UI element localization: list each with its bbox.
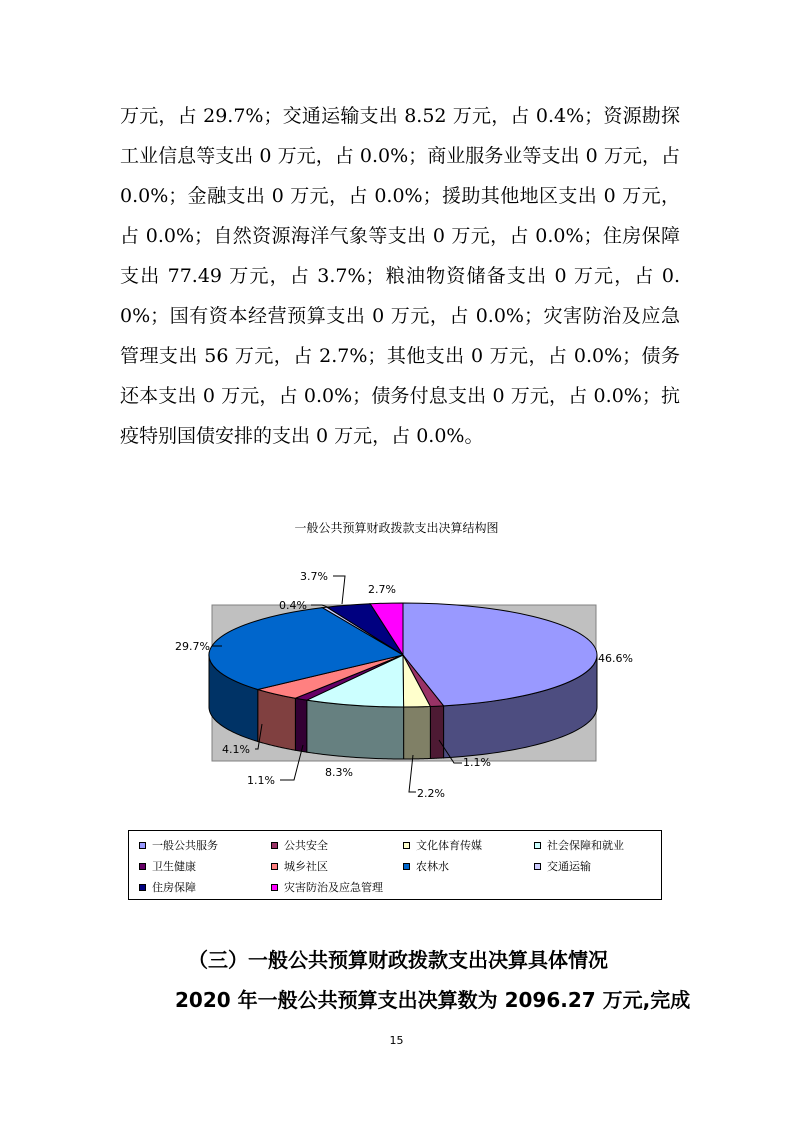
legend-item-5 xyxy=(139,858,196,874)
section-paragraph: 2020 年一般公共预算支出决算数为 2096.27 万元,完成 xyxy=(175,988,691,1012)
body-paragraph-text: 万元，占 29.7%；交通运输支出 8.52 万元，占 0.4%；资源勘探工业信息等支出 0 万元，占 0.0%；商业服务业等支出 0 万元，占 0.0%；金融支出 0 万元，占 0.0%；援助其他地区支出 0 万元，占 0.0%；自然资源海洋气象等支出 0 万元，占 0.0%；住房保障支出 77.49 万元，占 3.7%；粮油物资储备支出 0 万元，占 0.0%；国有资本经营预算支出 0 万元，占 0.0%；灾害防治及应急管理支出 56 万元，占 2.7%；其他支出 0 万元，占 0.0%；债务还本支出 0 万元，占 0.0%；债务付息支出 0 万元，占 0.0%；抗疫特别国债安排的支出 0 万元，占 0.0%。 xyxy=(120,105,680,447)
leader-line-9 xyxy=(333,576,345,604)
data-label-4: 8.3% xyxy=(325,766,353,779)
legend-label-2: 公共安全 xyxy=(284,839,328,852)
data-label-8: 0.4% xyxy=(279,599,307,612)
pie-slice-tops xyxy=(209,603,597,707)
data-label-9: 3.7% xyxy=(300,570,328,583)
pie-slice-side-5 xyxy=(295,698,306,752)
legend-label-10: 灾害防治及应急管理 xyxy=(284,881,383,894)
chart-title: 一般公共预算财政拨款支出决算结构图 xyxy=(294,521,499,535)
data-label-6: 4.1% xyxy=(222,743,250,756)
legend-item-7 xyxy=(403,858,449,874)
data-label-5: 1.1% xyxy=(247,774,275,787)
legend-item-3 xyxy=(403,837,482,853)
legend-item-9 xyxy=(139,879,196,895)
legend-label-5: 卫生健康 xyxy=(152,860,196,873)
legend-item-6 xyxy=(271,858,328,874)
data-label-10: 2.7% xyxy=(368,583,396,596)
legend-swatch-5 xyxy=(139,863,146,870)
legend-label-3: 文化体育传媒 xyxy=(416,839,482,852)
legend-item-4 xyxy=(534,837,624,853)
legend-swatch-10 xyxy=(271,884,278,891)
legend-item-10 xyxy=(271,879,383,895)
legend-swatch-2 xyxy=(271,842,278,849)
legend-swatch-4 xyxy=(534,842,541,849)
legend-swatch-9 xyxy=(139,884,146,891)
legend-label-6: 城乡社区 xyxy=(284,860,328,873)
legend-swatch-3 xyxy=(403,842,410,849)
data-label-7: 29.7% xyxy=(175,640,210,653)
legend-swatch-1 xyxy=(139,842,146,849)
pie-slice-side-6 xyxy=(258,689,296,750)
legend-label-9: 住房保障 xyxy=(152,881,196,894)
legend-item-1 xyxy=(139,837,218,853)
legend-swatch-7 xyxy=(403,863,410,870)
legend-swatch-6 xyxy=(271,863,278,870)
legend-label-8: 交通运输 xyxy=(547,860,591,873)
legend-swatch-8 xyxy=(534,863,541,870)
data-label-3: 2.2% xyxy=(417,787,445,800)
page-number: 15 xyxy=(389,1034,404,1047)
legend-label-1: 一般公共服务 xyxy=(152,839,218,852)
pie-slice-side-4 xyxy=(307,700,404,759)
pie-slice-side-3 xyxy=(404,706,431,759)
legend-label-4: 社会保障和就业 xyxy=(547,839,624,852)
legend-label-7: 农林水 xyxy=(416,860,449,873)
legend-item-8 xyxy=(534,858,591,874)
data-label-1: 46.6% xyxy=(598,652,633,665)
pie-slice-side-2 xyxy=(430,706,443,759)
data-label-2: 1.1% xyxy=(463,756,491,769)
chart-legend xyxy=(128,830,662,900)
legend-item-2 xyxy=(271,837,328,853)
section-heading: （三）一般公共预算财政拨款支出决算具体情况 xyxy=(188,948,608,972)
